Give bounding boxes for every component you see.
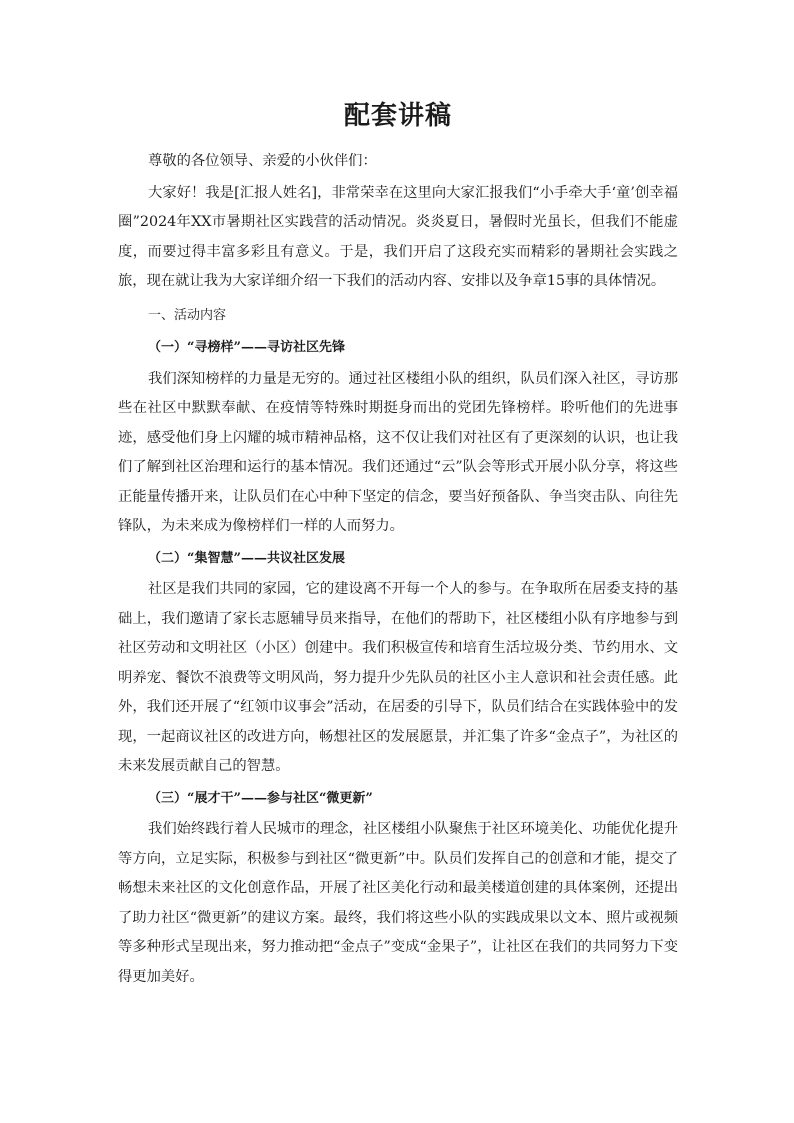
subsection-body: 我们始终践行着人民城市的理念，社区楼组小队聚焦于社区环境美化、功能优化提升等方向，立足实际，积极参与到社区“微更新”中。队员们发挥自己的创意和才能，提交了畅想未来社区的文化创意作品，开展了社区美化行动和最美楼道创建的具体案例，还提出了助力社区“微更新”的建议方案。最终，我们将这些小队的实践成果以文本、照片或视频等多种形式呈现出来，努力推动把“金点子”变成“金果子”，让社区在我们的共同努力下变得更加美好。	[118, 821, 678, 985]
subsection-body: 社区是我们共同的家园，它的建设离不开每一个人的参与。在争取所在居委支持的基础上，我们邀请了家长志愿辅导员来指导，在他们的帮助下，社区楼组小队有序地参与到社区劳动和文明社区（小区）创建中。我们积极宣传和培育生活垃圾分类、节约用水、文明养宠、餐饮不浪费等文明风尚，努力提升少先队员的社区小主人意识和社会责任感。此外，我们还开展了“红领巾议事会”活动，在居委的引导下，队员们结合在实践体验中的发现，一起商议社区的改进方向，畅想社区的发展愿景，并汇集了许多“金点子”，为社区的未来发展贡献自己的智慧。	[118, 581, 678, 774]
salutation: 尊敬的各位领导、亲爱的小伙伴们：	[148, 153, 377, 169]
subsection-body: 我们深知榜样的力量是无穷的。通过社区楼组小队的组织，队员们深入社区，寻访那些在社区中默默奉献、在疫情等特殊时期挺身而出的党团先锋榜样。聆听他们的先进事迹，感受他们身上闪耀的城市精神品格，这不仅让我们对社区有了更深刻的认识，也让我们了解到社区治理和运行的基本情况。我们还通过“云”队会等形式开展小队分享，将这些正能量传播开来，让队员们在心中种下坚定的信念，要当好预备队、争当突击队、向往先锋队，为未来成为像榜样们一样的人而努力。	[118, 370, 678, 534]
subsection-heading: （二）“集智慧”——共议社区发展	[148, 550, 345, 566]
page-title: 配套讲稿	[343, 101, 452, 131]
subsection-heading: （三）“展才干”——参与社区“微更新”	[148, 790, 373, 806]
subsection-heading: （一）“寻榜样”——寻访社区先锋	[148, 340, 345, 355]
document-page	[118, 96, 678, 992]
intro-paragraph: 大家好！我是[汇报人姓名]，非常荣幸在这里向大家汇报我们“小手牵大手‘童’创幸福圈”2024年XX市暑期社区实践营的活动情况。炎炎夏日，暑假时光虽长，但我们不能虚度，而要过得丰富多彩且有意义。于是，我们开启了这段充实而精彩的暑期社会实践之旅，现在就让我为大家详细介绍一下我们的活动内容、安排以及争章15事的具体情况。	[118, 184, 678, 289]
section-heading: 一、活动内容	[148, 307, 227, 323]
